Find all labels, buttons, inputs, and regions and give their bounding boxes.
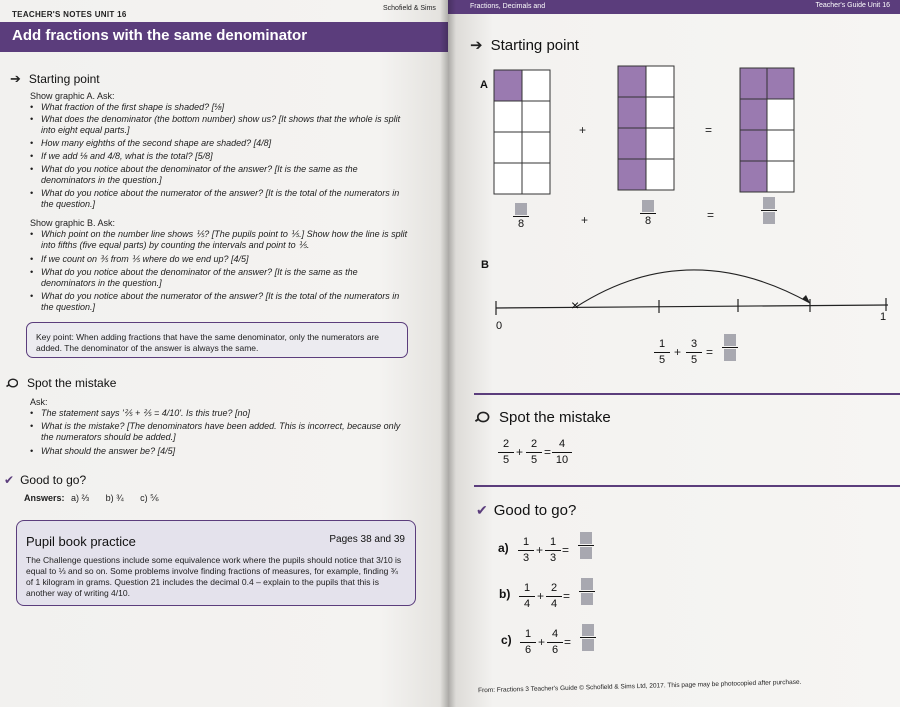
answer-placeholder bbox=[724, 349, 736, 361]
fraction-denominator: 6 bbox=[551, 644, 559, 656]
footer-text: From: Fractions 3 Teacher's Guide © Schofield & Sims Ltd, 2017. This page may be photocopied after purchase. bbox=[477, 678, 802, 695]
grid-cell-shaded bbox=[740, 161, 767, 192]
plus-sign: + bbox=[581, 213, 589, 227]
fraction-numerator: 1 bbox=[549, 536, 557, 548]
list-item: • The statement says '⅖ + ⅖ = 4/10'. Is this true? [no] bbox=[30, 408, 410, 419]
grid-cell-shaded bbox=[740, 68, 767, 99]
fraction-numerator: 3 bbox=[690, 338, 698, 350]
right-header-right: Teacher's Guide Unit 16 bbox=[815, 2, 890, 9]
answers-line bbox=[24, 492, 159, 504]
answer-placeholder bbox=[580, 532, 592, 544]
fraction-grid bbox=[618, 66, 674, 190]
list-item-text: If we add ⅛ and 4/8, what is the total? [5/8] bbox=[41, 151, 213, 161]
grid-cell bbox=[646, 128, 674, 159]
fraction-numerator: 2 bbox=[502, 438, 510, 450]
starting-point-heading-right-text: Starting point bbox=[490, 37, 579, 54]
fraction-denominator: 3 bbox=[549, 552, 557, 564]
fraction-blank bbox=[580, 624, 596, 651]
grid-cell-shaded bbox=[740, 130, 767, 161]
list-item-text: What fraction of the first shape is shaded? [⅛] bbox=[41, 102, 225, 112]
fraction-denominator: 5 bbox=[502, 454, 510, 466]
key-point-box bbox=[26, 322, 408, 358]
good-to-go-heading-text: Good to go? bbox=[20, 473, 87, 487]
fraction bbox=[547, 628, 563, 657]
list-item-text: What does the denominator (the bottom number) show us? [It shows that the whole is split into eight equal parts.] bbox=[41, 114, 401, 135]
answer-placeholder bbox=[582, 624, 594, 636]
question-label: c) bbox=[501, 633, 512, 647]
spot-mistake-heading-right bbox=[474, 409, 611, 426]
answer-placeholder bbox=[581, 578, 593, 590]
answer-placeholder bbox=[581, 593, 593, 605]
fraction bbox=[686, 338, 702, 367]
fraction bbox=[520, 628, 536, 657]
list-item-text: The statement says '⅖ + ⅖ = 4/10'. Is this true? [no] bbox=[41, 408, 250, 418]
grid-cell-shaded bbox=[740, 99, 767, 130]
grid-cell bbox=[494, 163, 522, 194]
section-divider bbox=[474, 485, 900, 487]
magnifier-icon bbox=[474, 411, 490, 423]
fraction bbox=[519, 582, 535, 611]
equals-sign: = bbox=[544, 445, 552, 459]
grid-cell bbox=[646, 97, 674, 128]
fraction-numerator: 1 bbox=[524, 628, 532, 640]
grid-cell bbox=[767, 161, 794, 192]
fraction-numerator: 1 bbox=[658, 338, 666, 350]
equals-sign: = bbox=[706, 345, 714, 359]
grid-cell-shaded bbox=[494, 70, 522, 101]
fraction-denominator: 5 bbox=[658, 354, 666, 366]
list-item: • What do you notice about the denominator of the answer? [It is the same as the denominators in the question.] bbox=[30, 164, 410, 186]
equals-sign: = bbox=[564, 635, 572, 649]
list-item: • What do you notice about the denominator of the answer? [It is the same as the denominators in the question.] bbox=[30, 267, 410, 289]
fraction-numerator: 2 bbox=[530, 438, 538, 450]
fraction-numerator: 2 bbox=[550, 582, 558, 594]
grid-cell bbox=[646, 66, 674, 97]
answer-placeholder bbox=[763, 197, 775, 209]
graphic-a-label: A bbox=[480, 79, 488, 91]
grid-cell bbox=[767, 99, 794, 130]
fraction-denominator: 8 bbox=[644, 215, 652, 227]
list-item-text: What should the answer be? [4/5] bbox=[41, 446, 176, 456]
starting-point-heading-right bbox=[470, 36, 579, 54]
equals-sign: = bbox=[563, 589, 571, 603]
fraction-denominator: 5 bbox=[530, 454, 538, 466]
fraction-denominator: 10 bbox=[555, 454, 569, 466]
fraction-denominator: 5 bbox=[690, 354, 698, 366]
arrow-icon: ➔ bbox=[10, 71, 21, 86]
book-gutter bbox=[440, 0, 456, 707]
answer-placeholder bbox=[580, 547, 592, 559]
fraction-denominator: 6 bbox=[524, 644, 532, 656]
fraction bbox=[654, 338, 670, 367]
plus-sign: + bbox=[674, 345, 682, 359]
list-item-text: If we count on ⅗ from ⅕ where do we end up? [4/5] bbox=[41, 254, 249, 264]
fraction-grid bbox=[740, 68, 794, 192]
list-item: • If we count on ⅗ from ⅕ where do we end up? [4/5] bbox=[30, 254, 410, 265]
grid-cell-shaded bbox=[618, 66, 646, 97]
fraction-numerator: 1 bbox=[523, 582, 531, 594]
fraction-numerator: 4 bbox=[558, 438, 566, 450]
fraction-grid bbox=[494, 70, 550, 194]
question-label: b) bbox=[499, 587, 511, 601]
grid-cell bbox=[767, 130, 794, 161]
fraction-denominator: 4 bbox=[523, 598, 531, 610]
publisher-label: Schofield & Sims bbox=[383, 5, 436, 12]
question-label: a) bbox=[498, 541, 509, 555]
list-item-text: Which point on the number line shows ⅕? [The pupils point to ⅕.] Show how the line is split into fifths (five equal parts) by counting the intervals and point to ⅕. bbox=[41, 229, 408, 250]
answers-label: Answers: bbox=[24, 493, 65, 503]
fraction bbox=[546, 582, 562, 611]
right-header-bar bbox=[448, 0, 900, 14]
plus-sign: + bbox=[536, 543, 544, 557]
left-page bbox=[0, 0, 448, 707]
number-line-cross-mark: × bbox=[571, 297, 580, 313]
number-line-one: 1 bbox=[880, 311, 887, 323]
magnifier-icon bbox=[6, 378, 18, 388]
list-item: • What fraction of the first shape is shaded? [⅛] bbox=[30, 102, 410, 113]
answer-placeholder bbox=[582, 639, 594, 651]
section-divider bbox=[474, 393, 900, 395]
page-title: Add fractions with the same denominator bbox=[12, 27, 308, 44]
fraction-blank bbox=[722, 334, 738, 361]
list-item: • What is the mistake? [The denominators have been added. This is incorrect, because only the numerators should be added.] bbox=[30, 421, 410, 443]
list-item: • What does the denominator (the bottom number) show us? [It shows that the whole is split into eight equal parts.] bbox=[30, 114, 410, 136]
list-item-text: What do you notice about the denominator of the answer? [It is the same as the denominators in the question.] bbox=[41, 267, 358, 288]
list-item: • What do you notice about the numerator of the answer? [It is the total of the numerators in the question.] bbox=[30, 291, 410, 313]
fraction bbox=[545, 536, 561, 565]
fraction-denominator: 8 bbox=[517, 218, 525, 230]
list-item: • If we add ⅛ and 4/8, what is the total? [5/8] bbox=[30, 151, 410, 162]
grid-cell bbox=[522, 132, 550, 163]
starting-point-heading bbox=[10, 71, 100, 87]
equals-sign: = bbox=[705, 123, 713, 137]
fraction-denominator: 3 bbox=[522, 552, 530, 564]
grid-cell bbox=[494, 101, 522, 132]
grid-cell-shaded bbox=[767, 68, 794, 99]
grid-cell-shaded bbox=[618, 97, 646, 128]
answer-a: a) ⅔ bbox=[71, 493, 90, 503]
spot-mistake-intro: Ask: bbox=[30, 397, 48, 407]
graphic-b-label: B bbox=[481, 259, 489, 271]
graphic-b-intro: Show graphic B. Ask: bbox=[30, 218, 116, 228]
plus-sign: + bbox=[516, 445, 524, 459]
answer-c: c) ⅚ bbox=[140, 493, 159, 503]
good-to-go-heading-right-text: Good to go? bbox=[493, 502, 577, 519]
fraction-blank bbox=[578, 532, 594, 559]
answer-placeholder bbox=[642, 200, 654, 212]
list-item: • How many eighths of the second shape are shaded? [4/8] bbox=[30, 138, 410, 149]
grid-cell bbox=[522, 70, 550, 101]
plus-sign: + bbox=[537, 589, 545, 603]
good-to-go-heading bbox=[4, 473, 86, 487]
fraction-numerator: 1 bbox=[522, 536, 530, 548]
list-item: • What do you notice about the numerator of the answer? [It is the total of the numerators in the question.] bbox=[30, 188, 410, 210]
arrow-icon: ➔ bbox=[470, 37, 483, 54]
starting-point-heading-text: Starting point bbox=[28, 72, 100, 86]
list-item-text: What do you notice about the numerator of the answer? [It is the total of the numerators in the question.] bbox=[41, 291, 400, 312]
fraction-denominator: 4 bbox=[550, 598, 558, 610]
grid-cell bbox=[494, 132, 522, 163]
list-item: • Which point on the number line shows ⅕? [The pupils point to ⅕.] Show how the line is split into fifths (five equal parts) by counting the intervals and point to ⅕. bbox=[30, 229, 410, 251]
unit-label: TEACHER'S NOTES UNIT 16 bbox=[12, 10, 127, 19]
fraction bbox=[526, 438, 542, 467]
fraction bbox=[498, 438, 514, 467]
spot-mistake-heading bbox=[6, 376, 116, 390]
list-item: • What should the answer be? [4/5] bbox=[30, 446, 410, 457]
checkmark-icon: ✔ bbox=[4, 473, 15, 487]
list-item-text: What do you notice about the denominator of the answer? [It is the same as the denominators in the question.] bbox=[41, 164, 358, 185]
fraction-blank bbox=[579, 578, 595, 605]
pupil-book-pages: Pages 38 and 39 bbox=[329, 534, 405, 545]
fraction bbox=[518, 536, 534, 565]
fraction-numerator: 4 bbox=[551, 628, 559, 640]
spot-mistake-heading-text: Spot the mistake bbox=[27, 376, 117, 390]
number-line-zero: 0 bbox=[496, 320, 503, 332]
fraction-blank-eighths-2 bbox=[640, 200, 656, 228]
fraction-blank-eighths-1 bbox=[513, 203, 529, 231]
grid-cell-shaded bbox=[618, 128, 646, 159]
answer-placeholder bbox=[763, 212, 775, 224]
plus-sign: + bbox=[538, 635, 546, 649]
pupil-book-box bbox=[16, 520, 416, 606]
list-item-text: What is the mistake? [The denominators have been added. This is incorrect, because only the numerators should be added.] bbox=[41, 421, 401, 442]
answer-b: b) ¾ bbox=[105, 493, 124, 503]
fraction bbox=[552, 438, 572, 467]
good-to-go-heading-right bbox=[476, 502, 576, 519]
grid-cell bbox=[522, 101, 550, 132]
equals-sign: = bbox=[562, 543, 570, 557]
list-item-text: How many eighths of the second shape are shaded? [4/8] bbox=[41, 138, 272, 148]
right-page bbox=[448, 0, 900, 707]
checkmark-icon: ✔ bbox=[476, 502, 488, 518]
grid-cell bbox=[522, 163, 550, 194]
right-header-left: Fractions, Decimals and bbox=[470, 3, 546, 10]
key-point-text: Key point: When adding fractions that have the same denominator, only the numerators are added. The denominator of the answer is always the same. bbox=[36, 332, 380, 353]
equals-sign: = bbox=[707, 208, 715, 222]
pupil-book-title: Pupil book practice bbox=[26, 534, 136, 549]
graphic-a-intro: Show graphic A. Ask: bbox=[30, 91, 115, 101]
title-bar bbox=[0, 22, 448, 52]
number-line bbox=[448, 255, 900, 335]
fraction-blank-result bbox=[761, 197, 777, 224]
pupil-book-text: The Challenge questions include some equivalence work where the pupils should notice that 3/10 is equal to ⅓ and so on. Some problems involve finding fractions of measures, for example, finding ¾ of 1 kilogram in grams. Question 21 includes the decimal 0.4 – explain to the pupils that this is another way of writing 4/10. bbox=[26, 555, 402, 598]
grid-cell bbox=[646, 159, 674, 190]
answer-placeholder bbox=[515, 203, 527, 215]
answer-placeholder bbox=[724, 334, 736, 346]
grid-cell-shaded bbox=[618, 159, 646, 190]
spot-mistake-heading-right-text: Spot the mistake bbox=[499, 409, 611, 426]
list-item-text: What do you notice about the numerator of the answer? [It is the total of the numerators in the question.] bbox=[41, 188, 400, 209]
plus-sign: + bbox=[579, 123, 587, 137]
